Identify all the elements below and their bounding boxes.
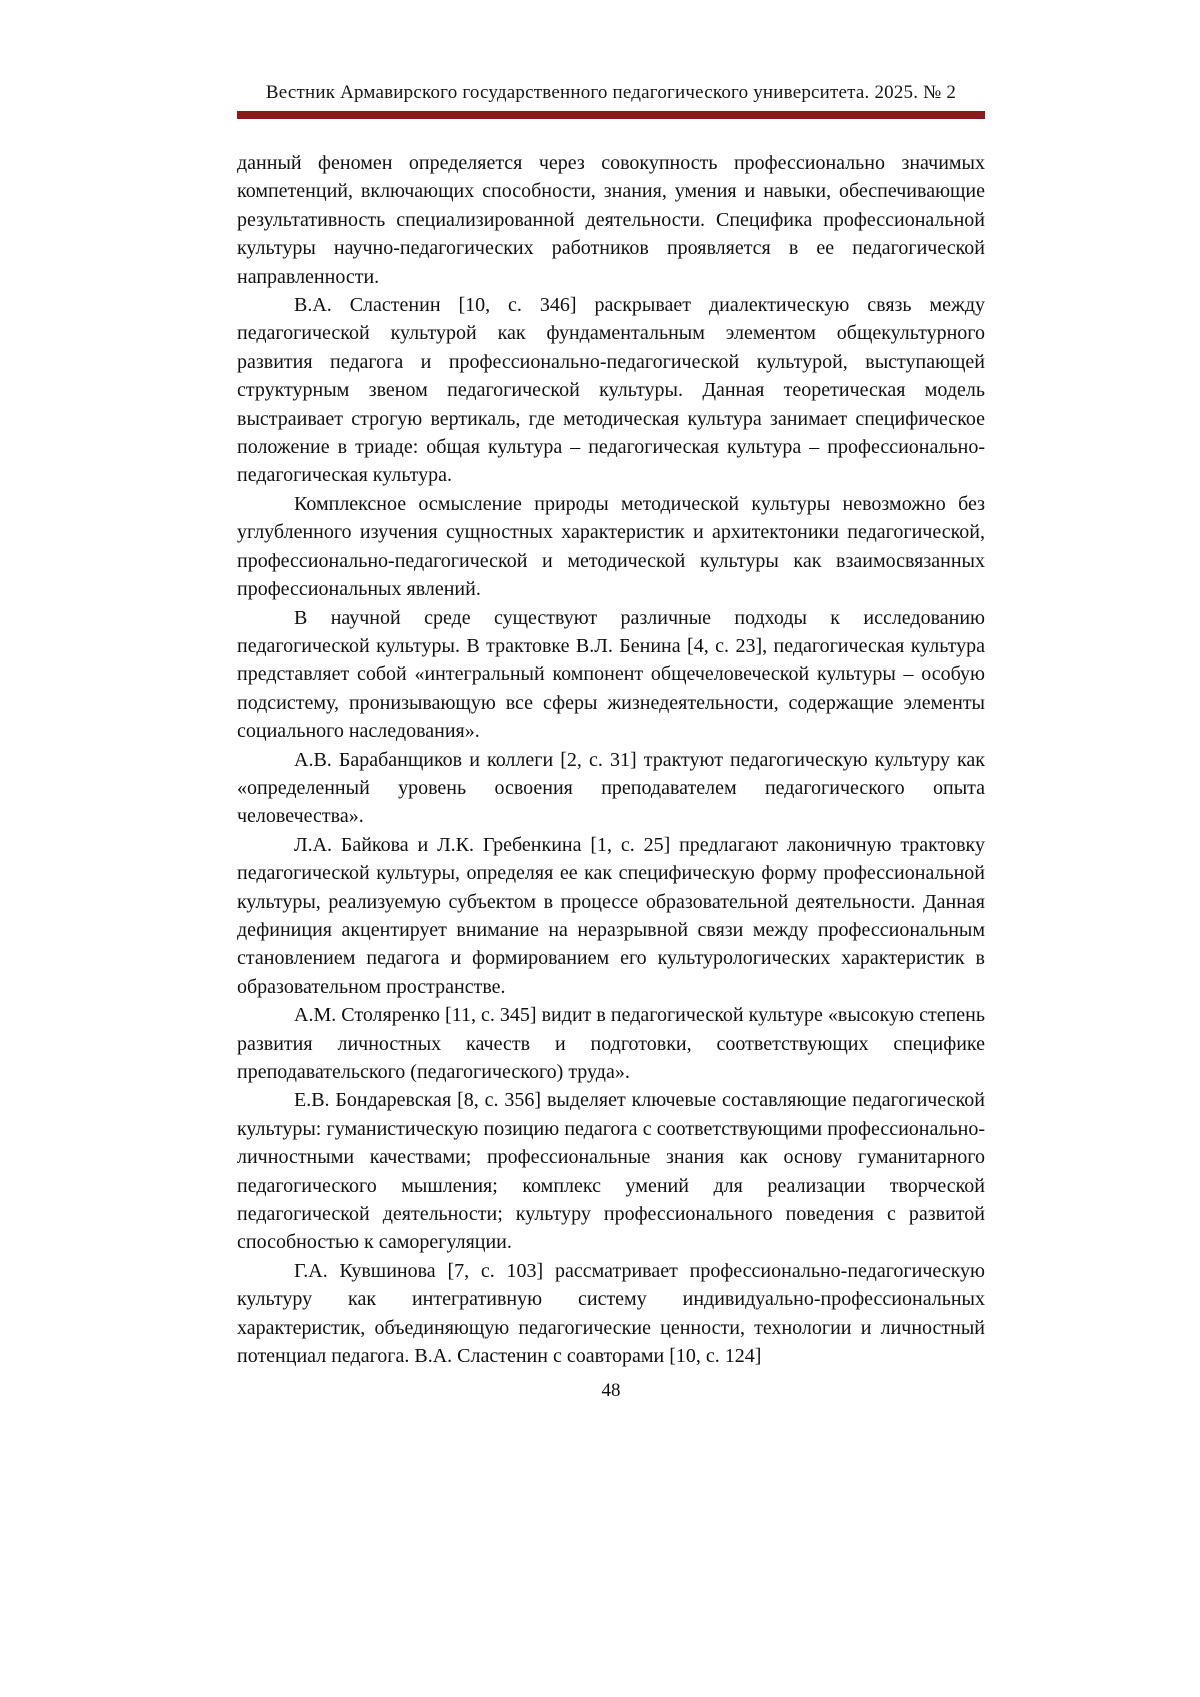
page-footer xyxy=(237,1380,985,1402)
paragraph: В научной среде существуют различные подходы к исследованию педагогической культуры. В трактовке В.Л. Бенина [4, с. 23], педагогическая культура представляет собой «интегральный компонент общечеловеческой культуры – особую подсистему, пронизывающую все сферы жизнедеятельности, содержащие элементы социального наследования». xyxy=(237,606,985,743)
paragraph: А.В. Барабанщиков и коллеги [2, с. 31] трактуют педагогическую культуру как «определенный уровень освоения преподавателем педагогического опыта человечества». xyxy=(237,748,985,828)
page-body xyxy=(237,149,985,1370)
paragraph: В.А. Сластенин [10, с. 346] раскрывает диалектическую связь между педагогической культурой как фундаментальным элементом общекультурного развития педагога и профессионально-педагогической культурой, выступающей структурным звеном педагогической культуры. Данная теоретическая модель выстраивает строгую вертикаль, где методическая культура занимает специфическое положение в триаде: общая культура – педагогическая культура – профессионально-педагогическая культура. xyxy=(237,294,985,487)
paragraph: Е.В. Бондаревская [8, с. 356] выделяет ключевые составляющие педагогической культуры: гуманистическую позицию педагога с соответствующими профессионально-личностными качествами; профессиональные знания как основу гуманитарного педагогического мышления; комплекс умений для реализации творческой педагогической деятельности; культуру профессионального поведения с развитой способностью к саморегуляции. xyxy=(237,1089,985,1254)
paragraph: Л.А. Байкова и Л.К. Гребенкина [1, с. 25] предлагают лаконичную трактовку педагогической культуры, определяя ее как специфическую форму профессиональной культуры, реализуемую субъектом в процессе образовательной деятельности. Данная дефиниция акцентирует внимание на неразрывной связи между профессиональным становлением педагога и формированием его культурологических характеристик в образовательном пространстве. xyxy=(237,833,985,998)
paragraph: Г.А. Кувшинова [7, с. 103] рассматривает профессионально-педагогическую культуру как интегративную систему индивидуально-профессиональных характеристик, объединяющую педагогические ценности, технологии и личностный потенциал педагога. В.А. Сластенин с соавторами [10, с. 124] xyxy=(237,1259,985,1368)
header-rule xyxy=(237,111,985,119)
paragraph: данный феномен определяется через совокупность профессионально значимых компетенций, включающих способности, знания, умения и навыки, обеспечивающие результативность специализированной деятельности. Специфика профессиональной культуры научно-педагогических работников проявляется в ее педагогической направленности. xyxy=(237,152,985,288)
paragraph: А.М. Столяренко [11, с. 345] видит в педагогической культуре «высокую степень развития личностных качеств и подготовки, соответствующих специфике преподавательского (педагогического) труда». xyxy=(237,1004,985,1083)
paragraph: Комплексное осмысление природы методической культуры невозможно без углубленного изучения сущностных характеристик и архитектоники педагогической, профессионально-педагогической и методической культуры как взаимосвязанных профессиональных явлений. xyxy=(237,492,985,601)
page-number: 48 xyxy=(601,1380,621,1402)
journal-running-head: Вестник Армавирского государственного педагогического университета. 2025. № 2 xyxy=(265,82,957,103)
